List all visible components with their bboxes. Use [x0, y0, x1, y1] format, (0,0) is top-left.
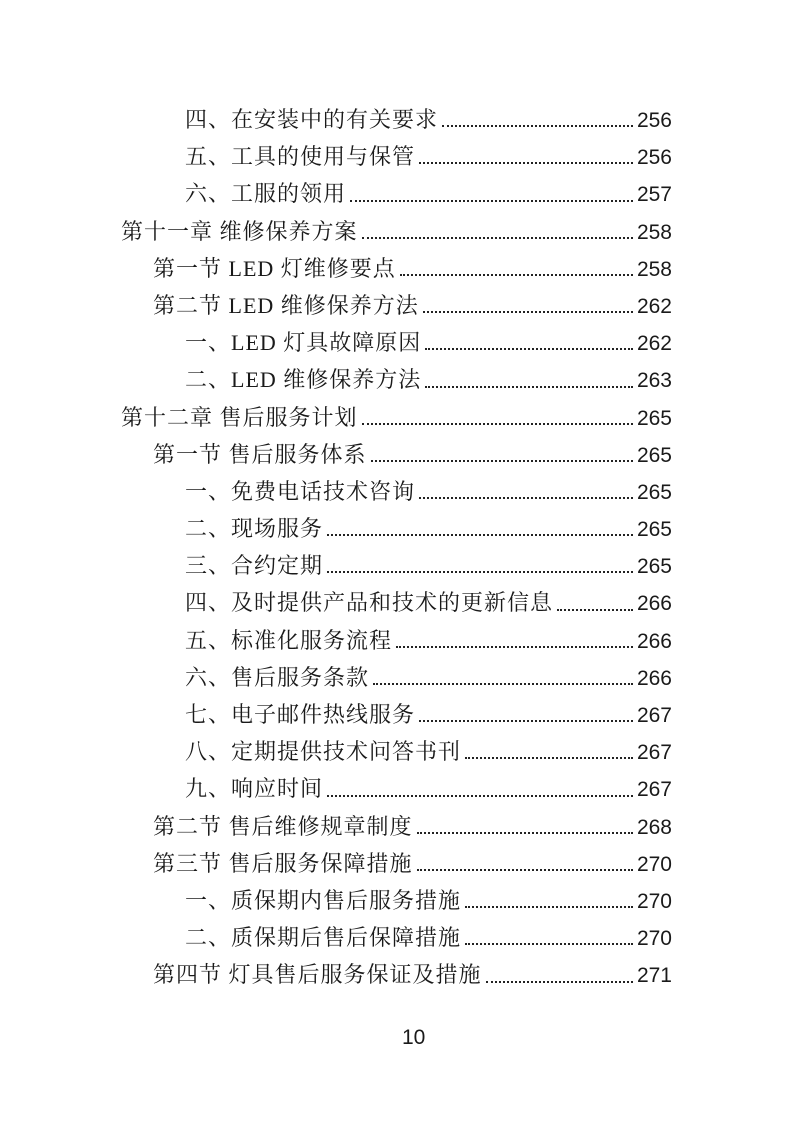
toc-entry-label: 五、标准化服务流程 [185, 627, 393, 653]
toc-entry-label: 七、电子邮件热线服务 [185, 702, 416, 727]
dot-leader [465, 757, 633, 759]
toc-entry-label: 八、定期提供技术问答书刊 [185, 739, 462, 765]
dot-leader [373, 683, 633, 685]
toc-entry-page: 270 [636, 852, 672, 876]
toc-entry[interactable] [121, 213, 672, 250]
toc-entry-page: 265 [636, 406, 672, 430]
dot-leader [396, 646, 633, 648]
toc-entry[interactable] [121, 696, 672, 733]
toc-entry-page: 265 [636, 518, 672, 542]
toc-entry-page: 270 [636, 927, 672, 951]
toc-entry-label: 第三节 售后服务保障措施 [153, 850, 413, 876]
toc-entry[interactable] [121, 845, 672, 882]
toc-entry-label: 第二节 LED 维修保养方法 [153, 292, 419, 318]
toc-entry[interactable] [121, 808, 672, 845]
toc-entry[interactable] [121, 510, 672, 547]
toc-entry[interactable] [121, 250, 672, 287]
toc-entry[interactable] [121, 287, 672, 324]
dot-leader [425, 386, 633, 388]
toc-entry[interactable] [121, 547, 672, 584]
toc-entry-label: 六、工服的领用 [185, 181, 347, 207]
dot-leader [425, 348, 633, 350]
toc-entry[interactable] [121, 882, 672, 919]
toc-entry-page: 267 [636, 741, 672, 765]
toc-entry[interactable] [121, 324, 672, 361]
toc-entry-label: 九、响应时间 [185, 776, 324, 802]
toc-entry-label: 一、LED 灯具故障原因 [185, 330, 422, 356]
dot-leader [417, 869, 633, 871]
toc-entry-page: 266 [636, 666, 672, 690]
dot-leader [400, 274, 633, 276]
toc-entry[interactable] [121, 956, 672, 993]
toc-entry-label: 四、在安装中的有关要求 [185, 107, 439, 132]
toc-entry-page: 258 [636, 257, 672, 281]
toc-entry-label: 一、质保期内售后服务措施 [185, 887, 462, 913]
toc-entry-label: 二、现场服务 [185, 516, 324, 542]
toc-entry-page: 262 [636, 332, 672, 356]
toc-entry-label: 第一节 售后服务体系 [153, 441, 367, 467]
toc-entry-page: 266 [636, 592, 672, 616]
dot-leader [371, 460, 633, 462]
toc-entry-page: 267 [636, 778, 672, 802]
dot-leader [442, 125, 633, 127]
page-number: 10 [402, 1026, 426, 1049]
toc-entry-label: 二、质保期后售后保障措施 [185, 925, 462, 951]
toc-entry-label: 第一节 LED 灯维修要点 [153, 255, 396, 281]
toc-entry-page: 262 [636, 294, 672, 318]
toc-entry[interactable] [121, 436, 672, 473]
dot-leader [350, 200, 633, 202]
toc-entry[interactable] [121, 584, 672, 621]
toc-entry-label: 六、售后服务条款 [185, 664, 370, 690]
toc-entry[interactable] [121, 399, 672, 436]
toc-entry-page: 265 [636, 555, 672, 579]
dot-leader [362, 237, 633, 239]
dot-leader [486, 981, 633, 983]
toc-entry-page: 266 [636, 629, 672, 653]
dot-leader [419, 497, 633, 499]
toc-entry-page: 265 [636, 480, 672, 504]
toc-entry-label: 第四节 灯具售后服务保证及措施 [153, 962, 482, 988]
toc-entry-label: 一、免费电话技术咨询 [185, 478, 416, 504]
dot-leader [362, 423, 633, 425]
toc-entry-page: 258 [636, 220, 672, 244]
toc-entry[interactable] [121, 659, 672, 696]
toc-entry-label: 三、合约定期 [185, 553, 324, 579]
toc-entry[interactable] [121, 175, 672, 212]
dot-leader [327, 571, 633, 573]
toc-entry-page: 257 [636, 183, 672, 207]
dot-leader [557, 609, 633, 611]
toc-entry-label: 第二节 售后维修规章制度 [153, 813, 413, 839]
toc-entry-page: 265 [636, 443, 672, 467]
toc-entry[interactable] [121, 101, 672, 138]
dot-leader [465, 906, 633, 908]
toc-entry-page: 256 [636, 109, 672, 132]
toc-entry[interactable] [121, 138, 672, 175]
toc-entry-page: 271 [636, 964, 672, 988]
toc-entry[interactable] [121, 919, 672, 956]
toc-entry[interactable] [121, 473, 672, 510]
toc-entry-label: 第十一章 维修保养方案 [121, 218, 358, 244]
toc-entry-page: 256 [636, 146, 672, 170]
dot-leader [419, 720, 633, 722]
dot-leader [327, 795, 633, 797]
toc-entry[interactable] [121, 733, 672, 770]
toc-entry-label: 第十二章 售后服务计划 [121, 404, 358, 430]
dot-leader [417, 832, 633, 834]
toc-entry[interactable] [121, 770, 672, 807]
toc-entry-label: 二、LED 维修保养方法 [185, 367, 422, 393]
toc-entry-page: 270 [636, 889, 672, 913]
toc-entry-page: 263 [636, 369, 672, 393]
dot-leader [327, 534, 633, 536]
toc-entry[interactable] [121, 361, 672, 398]
table-of-contents [121, 101, 672, 994]
toc-entry[interactable] [121, 622, 672, 659]
dot-leader [465, 943, 633, 945]
toc-entry-label: 五、工具的使用与保管 [185, 144, 416, 170]
toc-entry-label: 四、及时提供产品和技术的更新信息 [185, 590, 554, 616]
dot-leader [423, 311, 633, 313]
toc-entry-page: 268 [636, 815, 672, 839]
toc-entry-page: 267 [636, 704, 672, 727]
dot-leader [419, 162, 633, 164]
